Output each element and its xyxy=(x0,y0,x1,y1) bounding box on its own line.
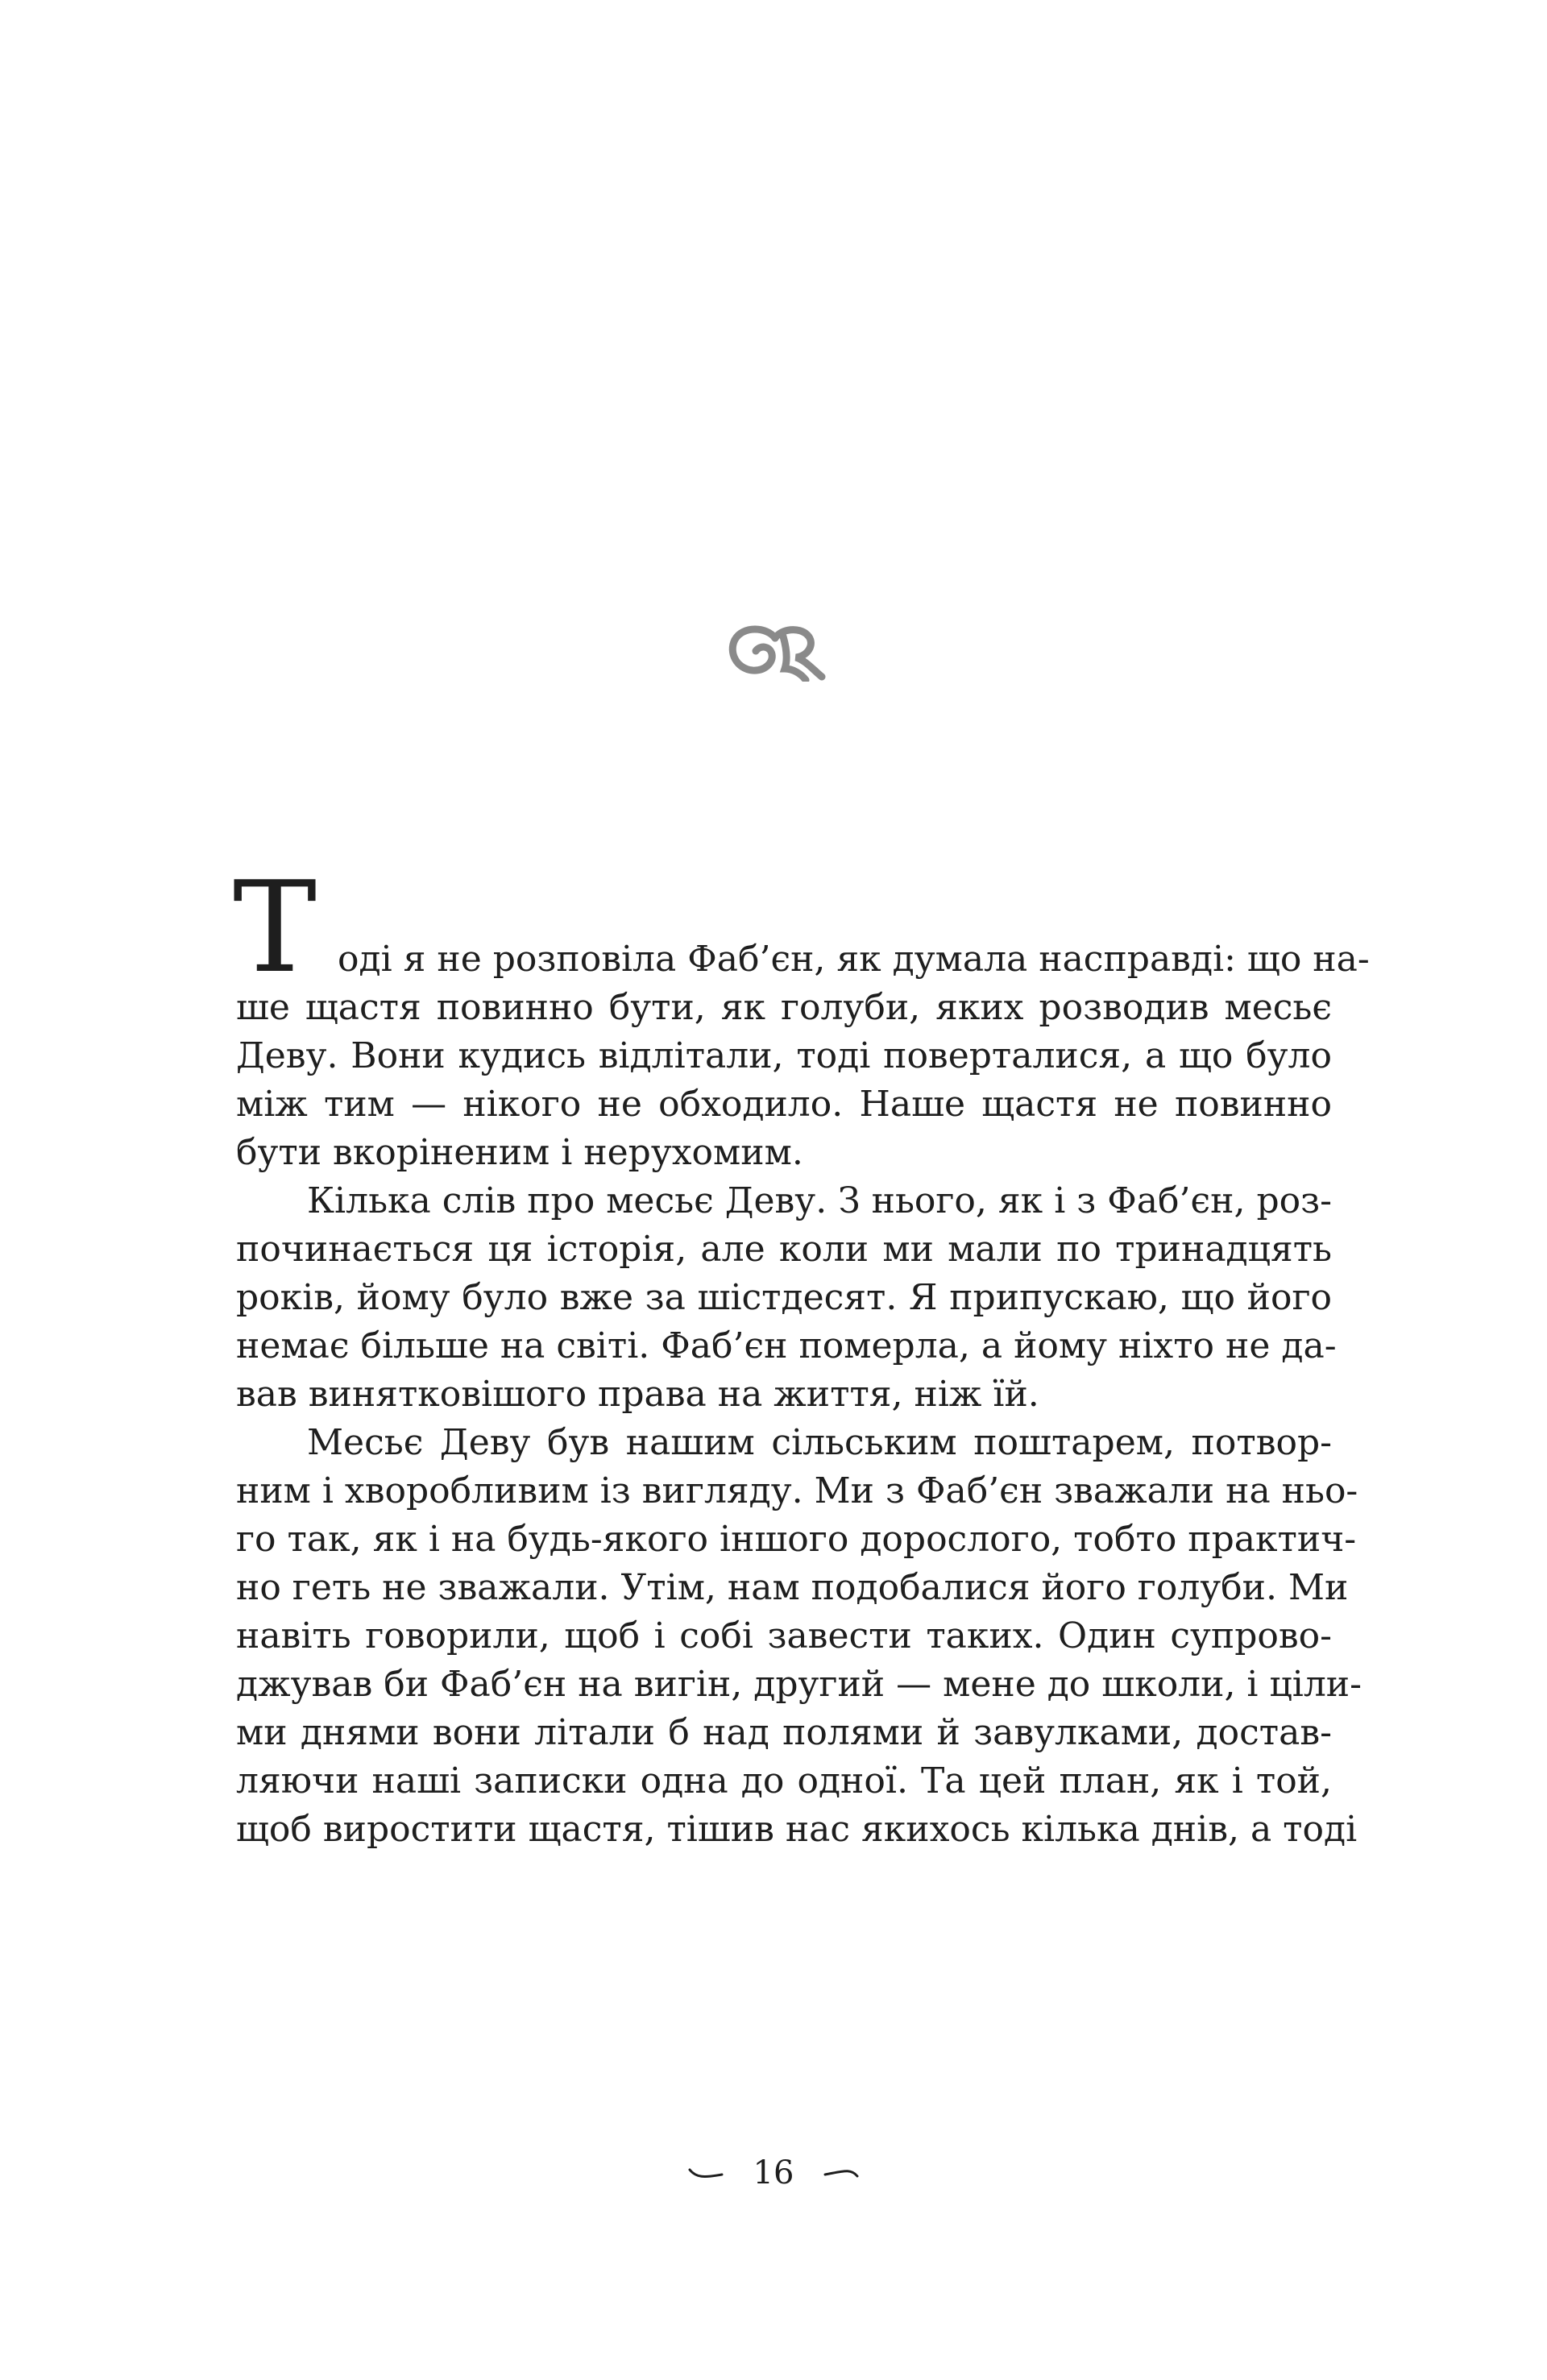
text-line: бути вкоріненим і нерухомим. xyxy=(236,1132,803,1173)
page-number: 16 xyxy=(753,2154,794,2191)
text-line: Кілька слів про месьє Деву. З нього, як і з Фаб’єн, роз- xyxy=(307,1180,1332,1221)
text-line: ним і хворобливим із вигляду. Ми з Фаб’єн зважали на ньо- xyxy=(236,1470,1358,1511)
text-line: навіть говорили, щоб і собі завести таких. Один супрово- xyxy=(236,1615,1332,1656)
text-line: ше щастя повинно бути, як голуби, яких розводив месьє xyxy=(236,987,1332,1028)
text-line: починається ця історія, але коли ми мали по тринадцять xyxy=(236,1229,1332,1270)
text-line: років, йому було вже за шістдесят. Я припускаю, що його xyxy=(236,1277,1332,1318)
text-line: но геть не зважали. Утім, нам подобалися його голуби. Ми xyxy=(236,1567,1349,1608)
text-line: ми днями вони літали б над полями й завулками, достав- xyxy=(236,1712,1332,1753)
text-line: джував би Фаб’єн на вигін, другий — мене до школи, і ціли- xyxy=(236,1664,1362,1705)
text-line: го так, як і на будь-якого іншого дорослого, тобто практич- xyxy=(236,1519,1357,1560)
tilde-swash-icon xyxy=(823,2166,859,2179)
text-line: Месьє Деву був нашим сільським поштарем, потвор- xyxy=(307,1422,1332,1463)
drop-cap: Т xyxy=(233,854,317,1001)
text-line: немає більше на світі. Фаб’єн померла, а йому ніхто не да- xyxy=(236,1325,1337,1366)
text-line: між тим — нікого не обходило. Наше щастя не повинно xyxy=(236,1084,1332,1125)
text-line: Деву. Вони кудись відлітали, тоді поверталися, а що було xyxy=(236,1035,1332,1076)
page-footer xyxy=(0,2151,1547,2192)
text-line: щоб виростити щастя, тішив нас якихось кілька днів, а тоді xyxy=(236,1809,1358,1850)
text-line: вав винятковішого права на життя, ніж їй. xyxy=(236,1374,1039,1415)
tilde-swash-icon xyxy=(688,2166,724,2179)
text-line: ляючи наші записки одна до одної. Та цей план, як і той, xyxy=(236,1760,1332,1802)
text-line: оді я не розповіла Фаб’єн, як думала насправді: що на- xyxy=(338,939,1370,980)
fleuron-ornament-icon xyxy=(725,620,833,682)
